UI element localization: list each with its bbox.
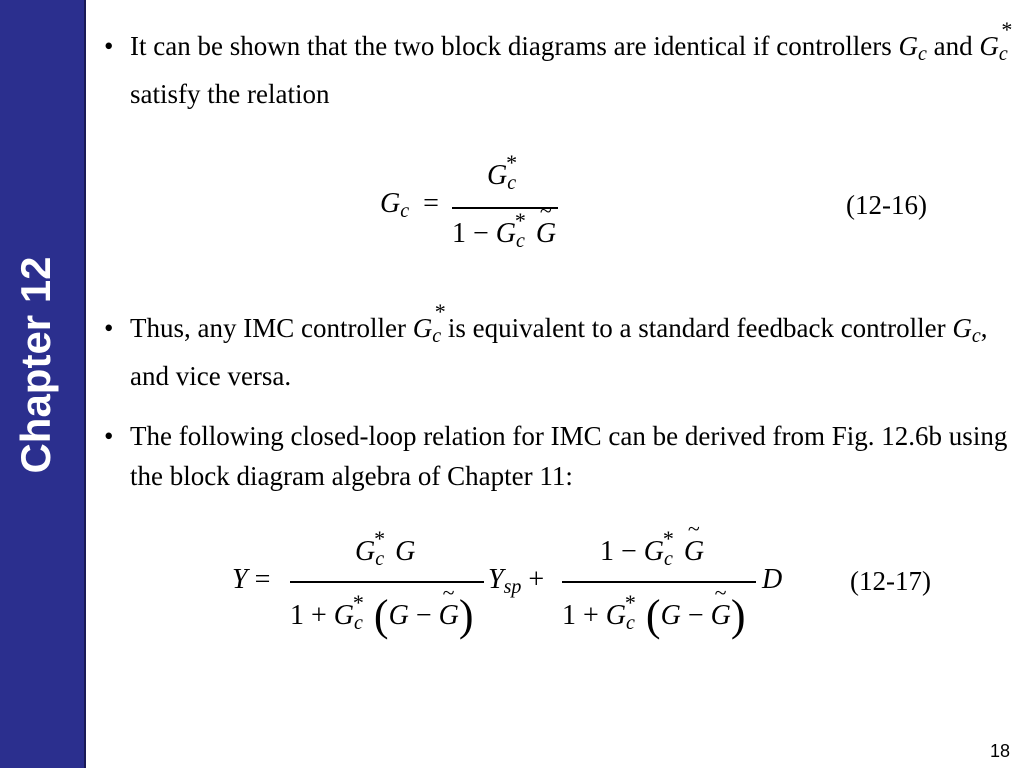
bullet-icon: • bbox=[104, 31, 114, 61]
math-gc-star: $G_c$ * bbox=[979, 17, 1013, 65]
bullet-text: It can be shown that the two block diagrams are identical if controllers bbox=[130, 31, 899, 61]
bullet-text: Thus, any IMC controller bbox=[130, 313, 413, 343]
bullet-item bbox=[104, 299, 1016, 396]
math-gc-star: $G_c$ * bbox=[412, 299, 446, 347]
bullet-item bbox=[104, 17, 1016, 114]
bullet-text: satisfy the relation bbox=[130, 79, 330, 109]
math-gc: $G_c$ bbox=[898, 31, 927, 65]
bullet-item bbox=[104, 416, 1016, 496]
equation-label: (12-16) bbox=[846, 190, 927, 220]
sidebar bbox=[0, 0, 84, 768]
page-number: 18 bbox=[989, 741, 1010, 761]
slide-content bbox=[104, 17, 1016, 114]
bullet-text: is equivalent to a standard feedback controller bbox=[441, 313, 953, 343]
bullet-icon: • bbox=[104, 421, 114, 451]
slide-content-lower bbox=[104, 299, 1016, 496]
bullet-text: The following closed-loop relation for IMC can be derived from Fig. 12.6b using the block diagram algebra of Chapter 11: bbox=[130, 421, 1008, 491]
bullet-text: and bbox=[926, 31, 980, 61]
chapter-label: Chapter 12 bbox=[12, 256, 59, 474]
equation-label: (12-17) bbox=[850, 566, 931, 596]
bullet-icon: • bbox=[104, 313, 114, 343]
sidebar-divider bbox=[84, 0, 86, 768]
bullet-text: , and vice versa. bbox=[130, 313, 988, 391]
math-gc: $G_c$ bbox=[952, 313, 981, 347]
